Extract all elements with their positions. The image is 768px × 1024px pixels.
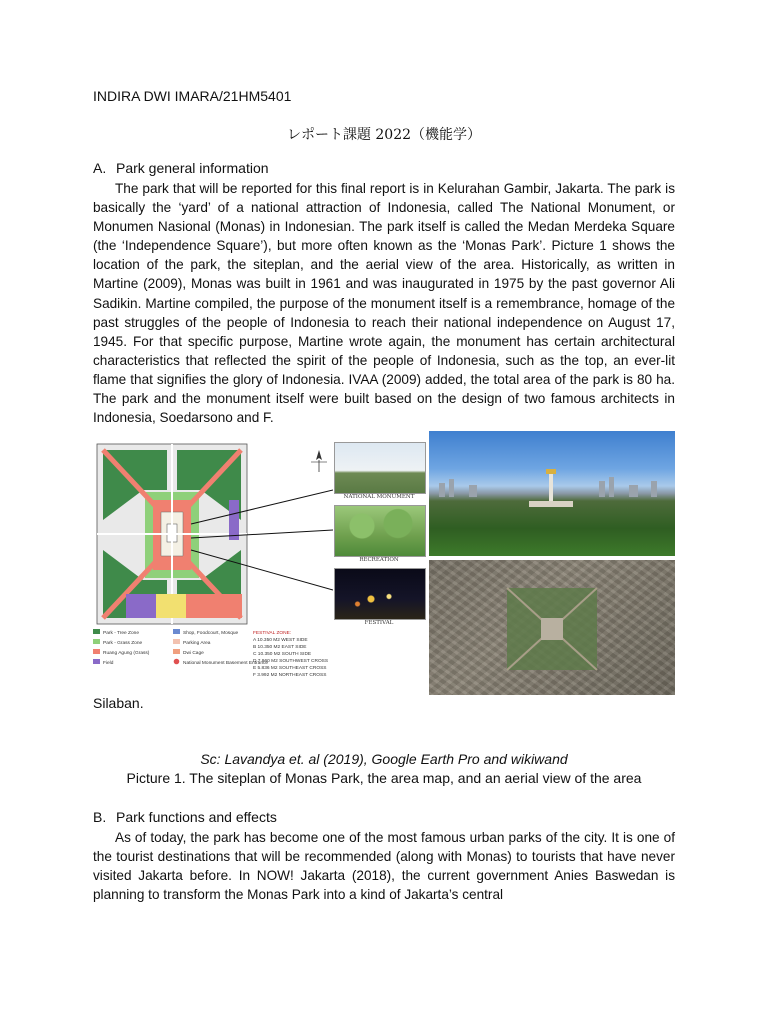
legend-entry bbox=[93, 639, 143, 646]
legend-entry bbox=[173, 639, 211, 646]
svg-text:Ruang Agung (Grass): Ruang Agung (Grass) bbox=[103, 651, 150, 656]
section-a-letter: A. bbox=[93, 160, 107, 176]
svg-text:Park - Grass Zone: Park - Grass Zone bbox=[103, 641, 143, 646]
thumb-label: NATIONAL MONUMENT bbox=[343, 494, 415, 500]
section-a-title: Park general information bbox=[116, 160, 269, 176]
legend-entry bbox=[173, 649, 204, 656]
national-monument-photo bbox=[334, 442, 426, 494]
section-a-heading bbox=[93, 160, 269, 176]
legend-entry bbox=[93, 659, 114, 666]
festival-zone-item: F 3.992 M2 NORTHEAST CROSS bbox=[253, 673, 327, 678]
svg-text:Field: Field bbox=[103, 661, 114, 666]
recreation-photo bbox=[334, 505, 426, 557]
section-a-continuation: Silaban. bbox=[93, 695, 144, 711]
legend-entry bbox=[173, 629, 239, 636]
thumb-label: RECREATION bbox=[359, 557, 399, 563]
aerial-view-photo bbox=[429, 431, 675, 556]
siteplan-legend bbox=[93, 626, 343, 680]
svg-text:National Monument Basement Ent: National Monument Basement Entrance bbox=[183, 661, 269, 666]
section-b-letter: B. bbox=[93, 809, 107, 825]
satellite-area-map bbox=[429, 560, 675, 695]
festival-zone-item: B 10.350 M2 EAST SIDE bbox=[253, 645, 307, 650]
legend-entry bbox=[93, 629, 139, 636]
festival-photo bbox=[334, 568, 426, 620]
legend-entry bbox=[93, 649, 150, 656]
thumb-label: FESTIVAL bbox=[364, 620, 394, 626]
section-b-paragraph: As of today, the park has become one of the most famous urban parks of the city. It is one of the tourist destinations that will be recommended (along with Monas) to tourists that have never visited Jakarta before. In NOW! Jakarta (2018), the current government Anies Baswedan is planning to transform the Monas Park into a kind of Jakarta’s central bbox=[93, 830, 675, 903]
author-line: INDIRA DWI IMARA/21HM5401 bbox=[93, 88, 292, 104]
section-b-title: Park functions and effects bbox=[116, 809, 277, 825]
festival-zone-item: C 10.350 M2 SOUTH SIDE bbox=[253, 652, 312, 657]
figure-credit: Sc: Lavandya et. al (2019), Google Earth Pro and wikiwand bbox=[200, 751, 568, 767]
svg-text:Parking Area: Parking Area bbox=[183, 641, 211, 646]
festival-zone-item: D 7.960 M2 SOUTHWEST CROSS bbox=[253, 659, 329, 664]
section-a-paragraph: The park that will be reported for this final report is in Kelurahan Gambir, Jakarta. The park is basically the ‘yard’ of a national attraction of Indonesia, called The National Monument, or Monumen Nasional (Monas) in Indonesian. The park itself is called the Medan Merdeka Square (the ‘Independence Square’), but more often known as the ‘Monas Park’. Picture 1 shows the location of the park, the siteplan, and the aerial view of the area. Historically, as written in Martine (2009), Monas was built in 1961 and was inaugurated in 1975 by the past governor Ali Sadikin. Martine compiled, the purpose of the monument itself is a remembrance, homage of the past struggles of the people of Indonesia to reach their national independence on August 17, 1945. For that specific purpose, Martine wrote again, the monument has certain architectural characteristics that reflected the spirit of the people of Indonesia, such as the top, an ever-lit flame that signifies the glory of Indonesia. IVAA (2009) added, the total area of the park is 80 ha. The park and the monument itself were built based on the design of two famous architects in Indonesia, Soedarsono and F. bbox=[93, 181, 675, 426]
svg-text:Park - Tree Zone: Park - Tree Zone bbox=[103, 631, 139, 636]
report-title: レポート課題 2022（機能学） bbox=[286, 127, 482, 143]
festival-zone-item: E 5.836 M2 SOUTHEAST CROSS bbox=[253, 666, 327, 671]
svg-text:Dwi Cage: Dwi Cage bbox=[183, 651, 204, 656]
figure-caption: Picture 1. The siteplan of Monas Park, the area map, and an aerial view of the area bbox=[126, 770, 642, 786]
festival-zone-item: A 10.350 M2 WEST SIDE bbox=[253, 638, 308, 643]
festival-zone-heading: FESTIVAL ZONE: bbox=[253, 631, 292, 636]
svg-text:Shop, Foodcourt, Mosque: Shop, Foodcourt, Mosque bbox=[183, 631, 239, 636]
section-b-heading bbox=[93, 809, 277, 825]
